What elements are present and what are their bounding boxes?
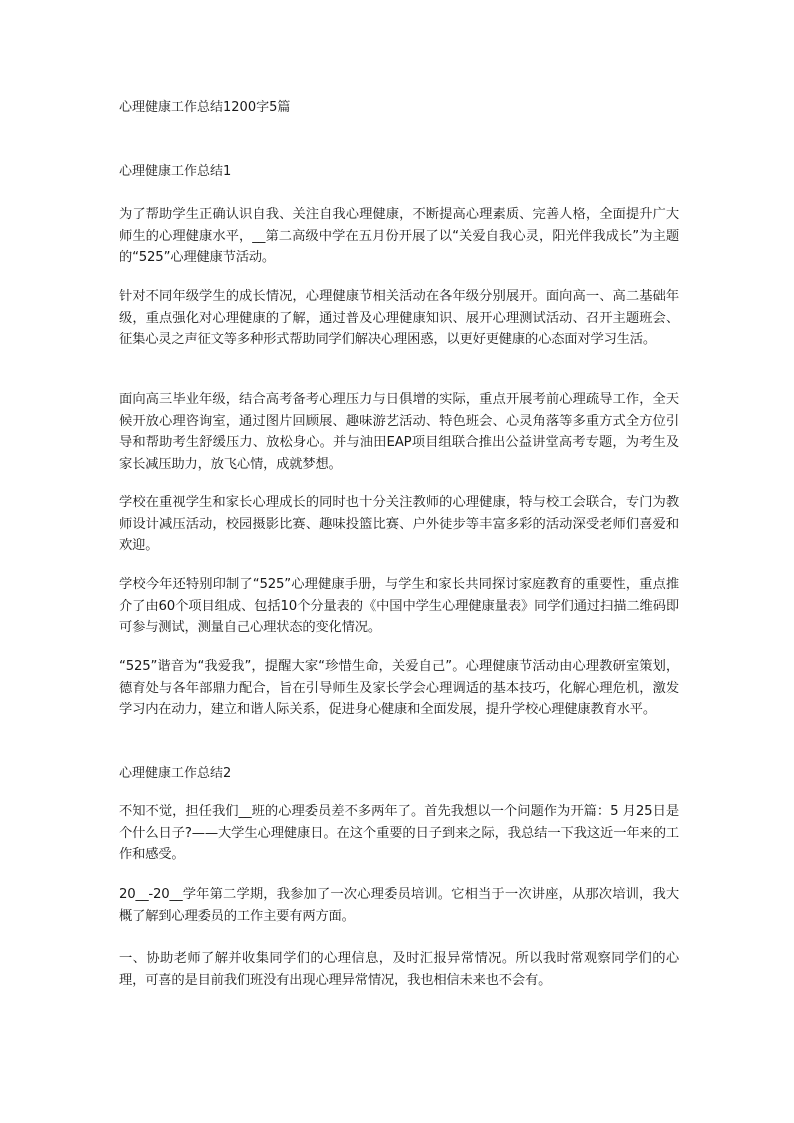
paragraph-6: “525”谐音为“我爱我”，提醒大家“珍惜生命，关爱自己”。心理健康节活动由心理教研室策划，德育处与各年部鼎力配合，旨在引导师生及家长学会心理调适的基本技巧，化解心理危机，激发学习内在动力，建立和谐人际关系，促进身心健康和全面发展，提升学校心理健康教育水平。 xyxy=(119,659,679,717)
paragraph-4: 学校在重视学生和家长心理成长的同时也十分关注教师的心理健康，特与校工会联合，专门为教师设计减压活动，校园摄影比赛、趣味投篮比赛、户外徒步等丰富多彩的活动深受老师们喜爱和欢迎。 xyxy=(119,495,679,553)
paragraph-7: 不知不觉，担任我们__班的心理委员差不多两年了。首先我想以一个问题作为开篇：5 月25日是个什么日子?——大学生心理健康日。在这个重要的日子到来之际，我总结一下我这近一年来的工作和感受。 xyxy=(119,804,679,862)
section-heading-1: 心理健康工作总结1 xyxy=(119,164,232,179)
paragraph-8: 20__-20__学年第二学期，我参加了一次心理委员培训。它相当于一次讲座，从那次培训，我大概了解到心理委员的工作主要有两方面。 xyxy=(119,887,679,924)
document-title: 心理健康工作总结1200字5篇 xyxy=(119,100,291,115)
paragraph-3: 面向高三毕业年级，结合高考备考心理压力与日俱增的实际，重点开展考前心理疏导工作，全天候开放心理咨询室，通过图片回顾展、趣味游艺活动、特色班会、心灵角落等多重方式全方位引导和帮助考生舒缓压力、放松身心。并与油田EAP项目组联合推出公益讲堂高考专题，为考生及家长减压助力，放飞心情，成就梦想。 xyxy=(119,392,679,472)
paragraph-1: 为了帮助学生正确认识自我、关注自我心理健康，不断提高心理素质、完善人格，全面提升广大师生的心理健康水平，__第二高级中学在五月份开展了以“关爱自我心灵，阳光伴我成长”为主题的“525”心理健康节活动。 xyxy=(119,207,679,265)
section-heading-2: 心理健康工作总结2 xyxy=(119,766,232,781)
paragraph-2: 针对不同年级学生的成长情况，心理健康节相关活动在各年级分别展开。面向高一、高二基础年级，重点强化对心理健康的了解，通过普及心理健康知识、展开心理测试活动、召开主题班会、征集心灵之声征文等多种形式帮助同学们解决心理困惑，以更好更健康的心态面对学习生活。 xyxy=(119,289,679,347)
paragraph-5: 学校今年还特别印制了“525”心理健康手册，与学生和家长共同探讨家庭教育的重要性，重点推介了由60个项目组成、包括10个分量表的《中国中学生心理健康量表》同学们通过扫描二维码即可参与测试，测量自己心理状态的变化情况。 xyxy=(119,577,679,635)
paragraph-9: 一、协助老师了解并收集同学们的心理信息，及时汇报异常情况。所以我时常观察同学们的心理，可喜的是目前我们班没有出现心理异常情况，我也相信未来也不会有。 xyxy=(119,951,679,988)
